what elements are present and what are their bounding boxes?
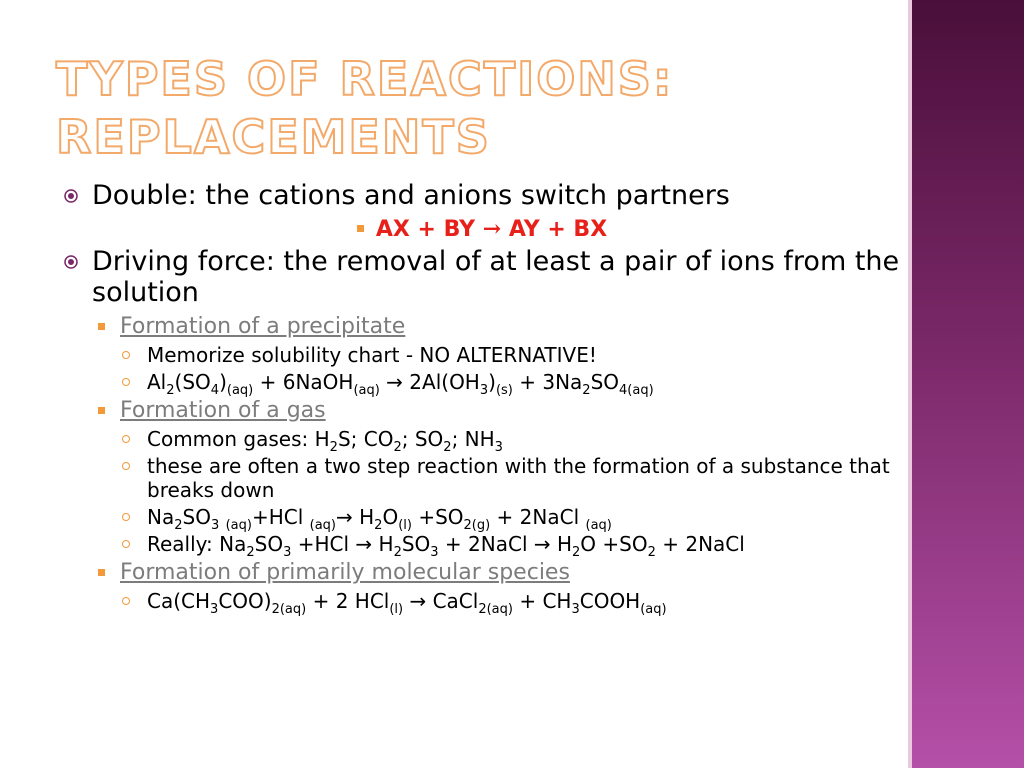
square-bullet-icon [98, 407, 105, 414]
slide-title: TYPES OF REACTIONS: REPLACEMENTS [56, 52, 674, 164]
circle-bullet-icon [64, 189, 78, 203]
item-text: Common gases: $H_2S$; $CO_2$; $SO_2$; $NH_3$ [147, 427, 503, 455]
equation: Really: $Na_2SO_3 +HCl \to H_2SO_3$ + 2NaCl → $H_2O +SO_2$ + 2NaCl [147, 532, 745, 560]
item-gas-equation [62, 505, 902, 533]
square-bullet-icon [98, 569, 105, 576]
ring-bullet-icon [122, 351, 130, 359]
bullet-text: Driving force: the removal of at least a pair of ions from the solution [92, 246, 900, 308]
square-bullet-icon [98, 323, 105, 330]
item-molecular-equation [62, 589, 902, 617]
arrow-icon: → [482, 216, 502, 242]
subheading-gas [62, 397, 902, 424]
item-memorize [62, 343, 902, 367]
equation: $Al_2(SO_4)_{(aq)}$ + 6NaOH$_{(aq)}$ → $2Al(OH_3)_{(s)} + 3Na_2SO_{4(aq)}$ [147, 370, 654, 398]
subheading-molecular [62, 559, 902, 586]
subheading-precipitate [62, 313, 902, 340]
ring-bullet-icon [122, 513, 130, 521]
square-bullet-icon [357, 225, 364, 232]
ring-bullet-icon [122, 540, 130, 548]
ring-bullet-icon [122, 597, 130, 605]
item-common-gases [62, 427, 902, 455]
item-text: these are often a two step reaction with the formation of a substance that breaks down [147, 454, 890, 502]
molecular-link[interactable]: Formation of primarily molecular species [120, 560, 570, 585]
bullet-equation [62, 216, 902, 243]
item-text: Memorize solubility chart - NO ALTERNATIVE! [147, 343, 597, 367]
bullet-driving-force [62, 246, 902, 308]
slide-content [62, 180, 902, 616]
precipitate-link[interactable]: Formation of a precipitate [120, 314, 406, 339]
ring-bullet-icon [122, 462, 130, 470]
bullet-double [62, 180, 902, 211]
ring-bullet-icon [122, 435, 130, 443]
equation-part-a: AX + BY [375, 217, 483, 242]
equation: $Na_2SO_3$ $_{(aq)}$+HCl $_{(aq)}\to H_2O_{(l)} +SO_{2(g)}$ + 2NaCl $_{(aq)}$ [147, 505, 612, 533]
equation: $Ca(CH_3COO)_{2(aq)} + 2$ HCl$_{(l)}$ → CaCl$_{2(aq)}$ + $CH_3COOH_{(aq)}$ [147, 589, 667, 617]
item-two-step [62, 454, 902, 502]
circle-bullet-icon [64, 255, 78, 269]
ring-bullet-icon [122, 378, 130, 386]
item-precipitate-equation [62, 370, 902, 398]
bullet-text: Double: the cations and anions switch partners [92, 180, 730, 211]
decorative-sidebar [912, 0, 1024, 768]
item-really-equation [62, 532, 902, 560]
gas-link[interactable]: Formation of a gas [120, 398, 326, 423]
equation-part-b: AY + BX [501, 217, 608, 242]
